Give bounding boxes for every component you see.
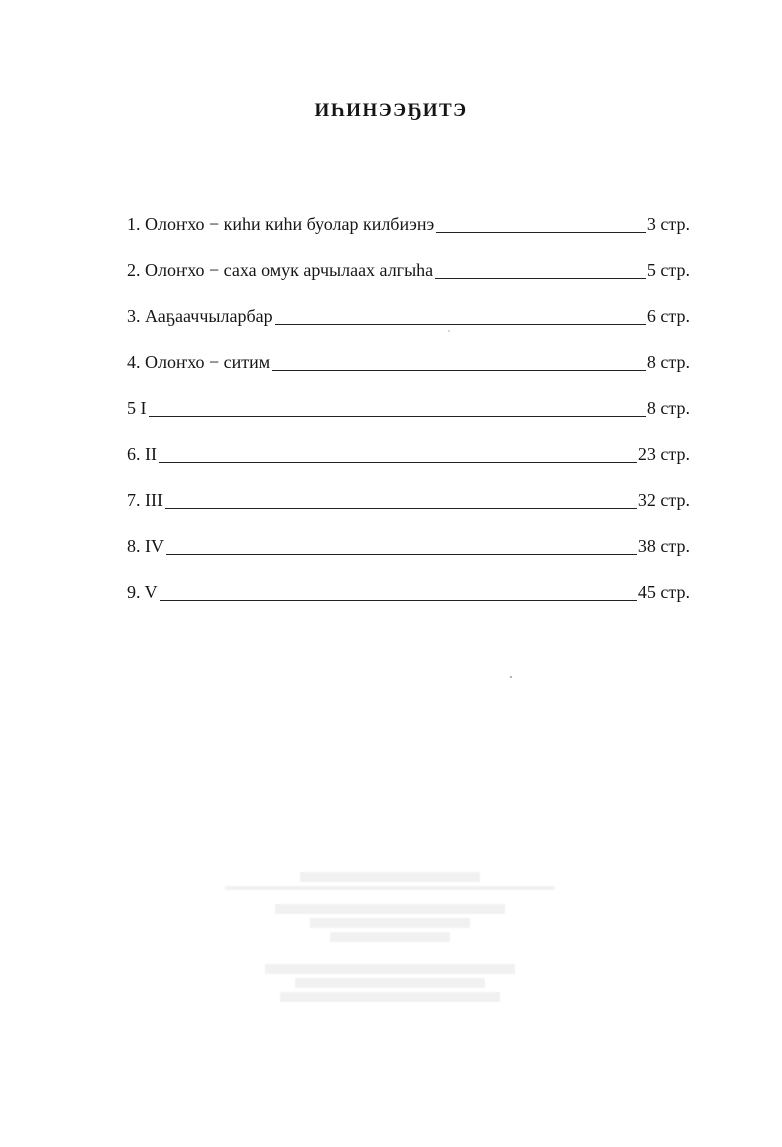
toc-entry [127, 488, 690, 534]
toc-entry-page: 23 стр. [637, 444, 690, 464]
toc-entry-title: 4. Олоҥхо − ситим [127, 352, 271, 372]
toc-entry [127, 580, 690, 626]
toc-entry-title: 7. III [127, 490, 163, 510]
toc-entry-title: 8. IV [127, 536, 164, 556]
leader-line [127, 462, 690, 463]
toc-entry [127, 396, 690, 442]
leader-line [127, 508, 690, 509]
toc-entry [127, 304, 690, 350]
toc-entry-page: 8 стр. [646, 398, 690, 418]
toc-entry [127, 258, 690, 304]
toc-entry [127, 442, 690, 488]
toc-entry-title: 2. Олоҥхо − саха омук арчылаах алгыһа [127, 260, 434, 280]
leader-line [127, 600, 690, 601]
leader-line [127, 416, 690, 417]
toc-entry-page: 5 стр. [646, 260, 690, 280]
toc-entry-title: 3. Ааҕааччыларбар [127, 306, 273, 326]
toc-entry-title: 9. V [127, 582, 158, 602]
toc-entry-page: 3 стр. [646, 214, 690, 234]
page-title: ИҺИНЭЭҔИТЭ [314, 100, 468, 121]
toc-entry-title: 1. Олоҥхо − киһи киһи буолар килбиэнэ [127, 214, 435, 234]
toc-entry-page: 45 стр. [637, 582, 690, 602]
toc-entry [127, 350, 690, 396]
toc-entry-title: 5 I [127, 398, 147, 418]
leader-line [127, 554, 690, 555]
toc-entry-page: 6 стр. [646, 306, 690, 326]
toc-entry-page: 8 стр. [646, 352, 690, 372]
toc-entry [127, 534, 690, 580]
show-through-imprint [140, 868, 640, 1006]
paper-speck [510, 676, 512, 678]
toc-entry-page: 38 стр. [637, 536, 690, 556]
paper-speck [448, 330, 450, 332]
toc-entry [127, 212, 690, 258]
table-of-contents [127, 212, 690, 626]
toc-entry-page: 32 стр. [637, 490, 690, 510]
toc-entry-title: 6. II [127, 444, 157, 464]
